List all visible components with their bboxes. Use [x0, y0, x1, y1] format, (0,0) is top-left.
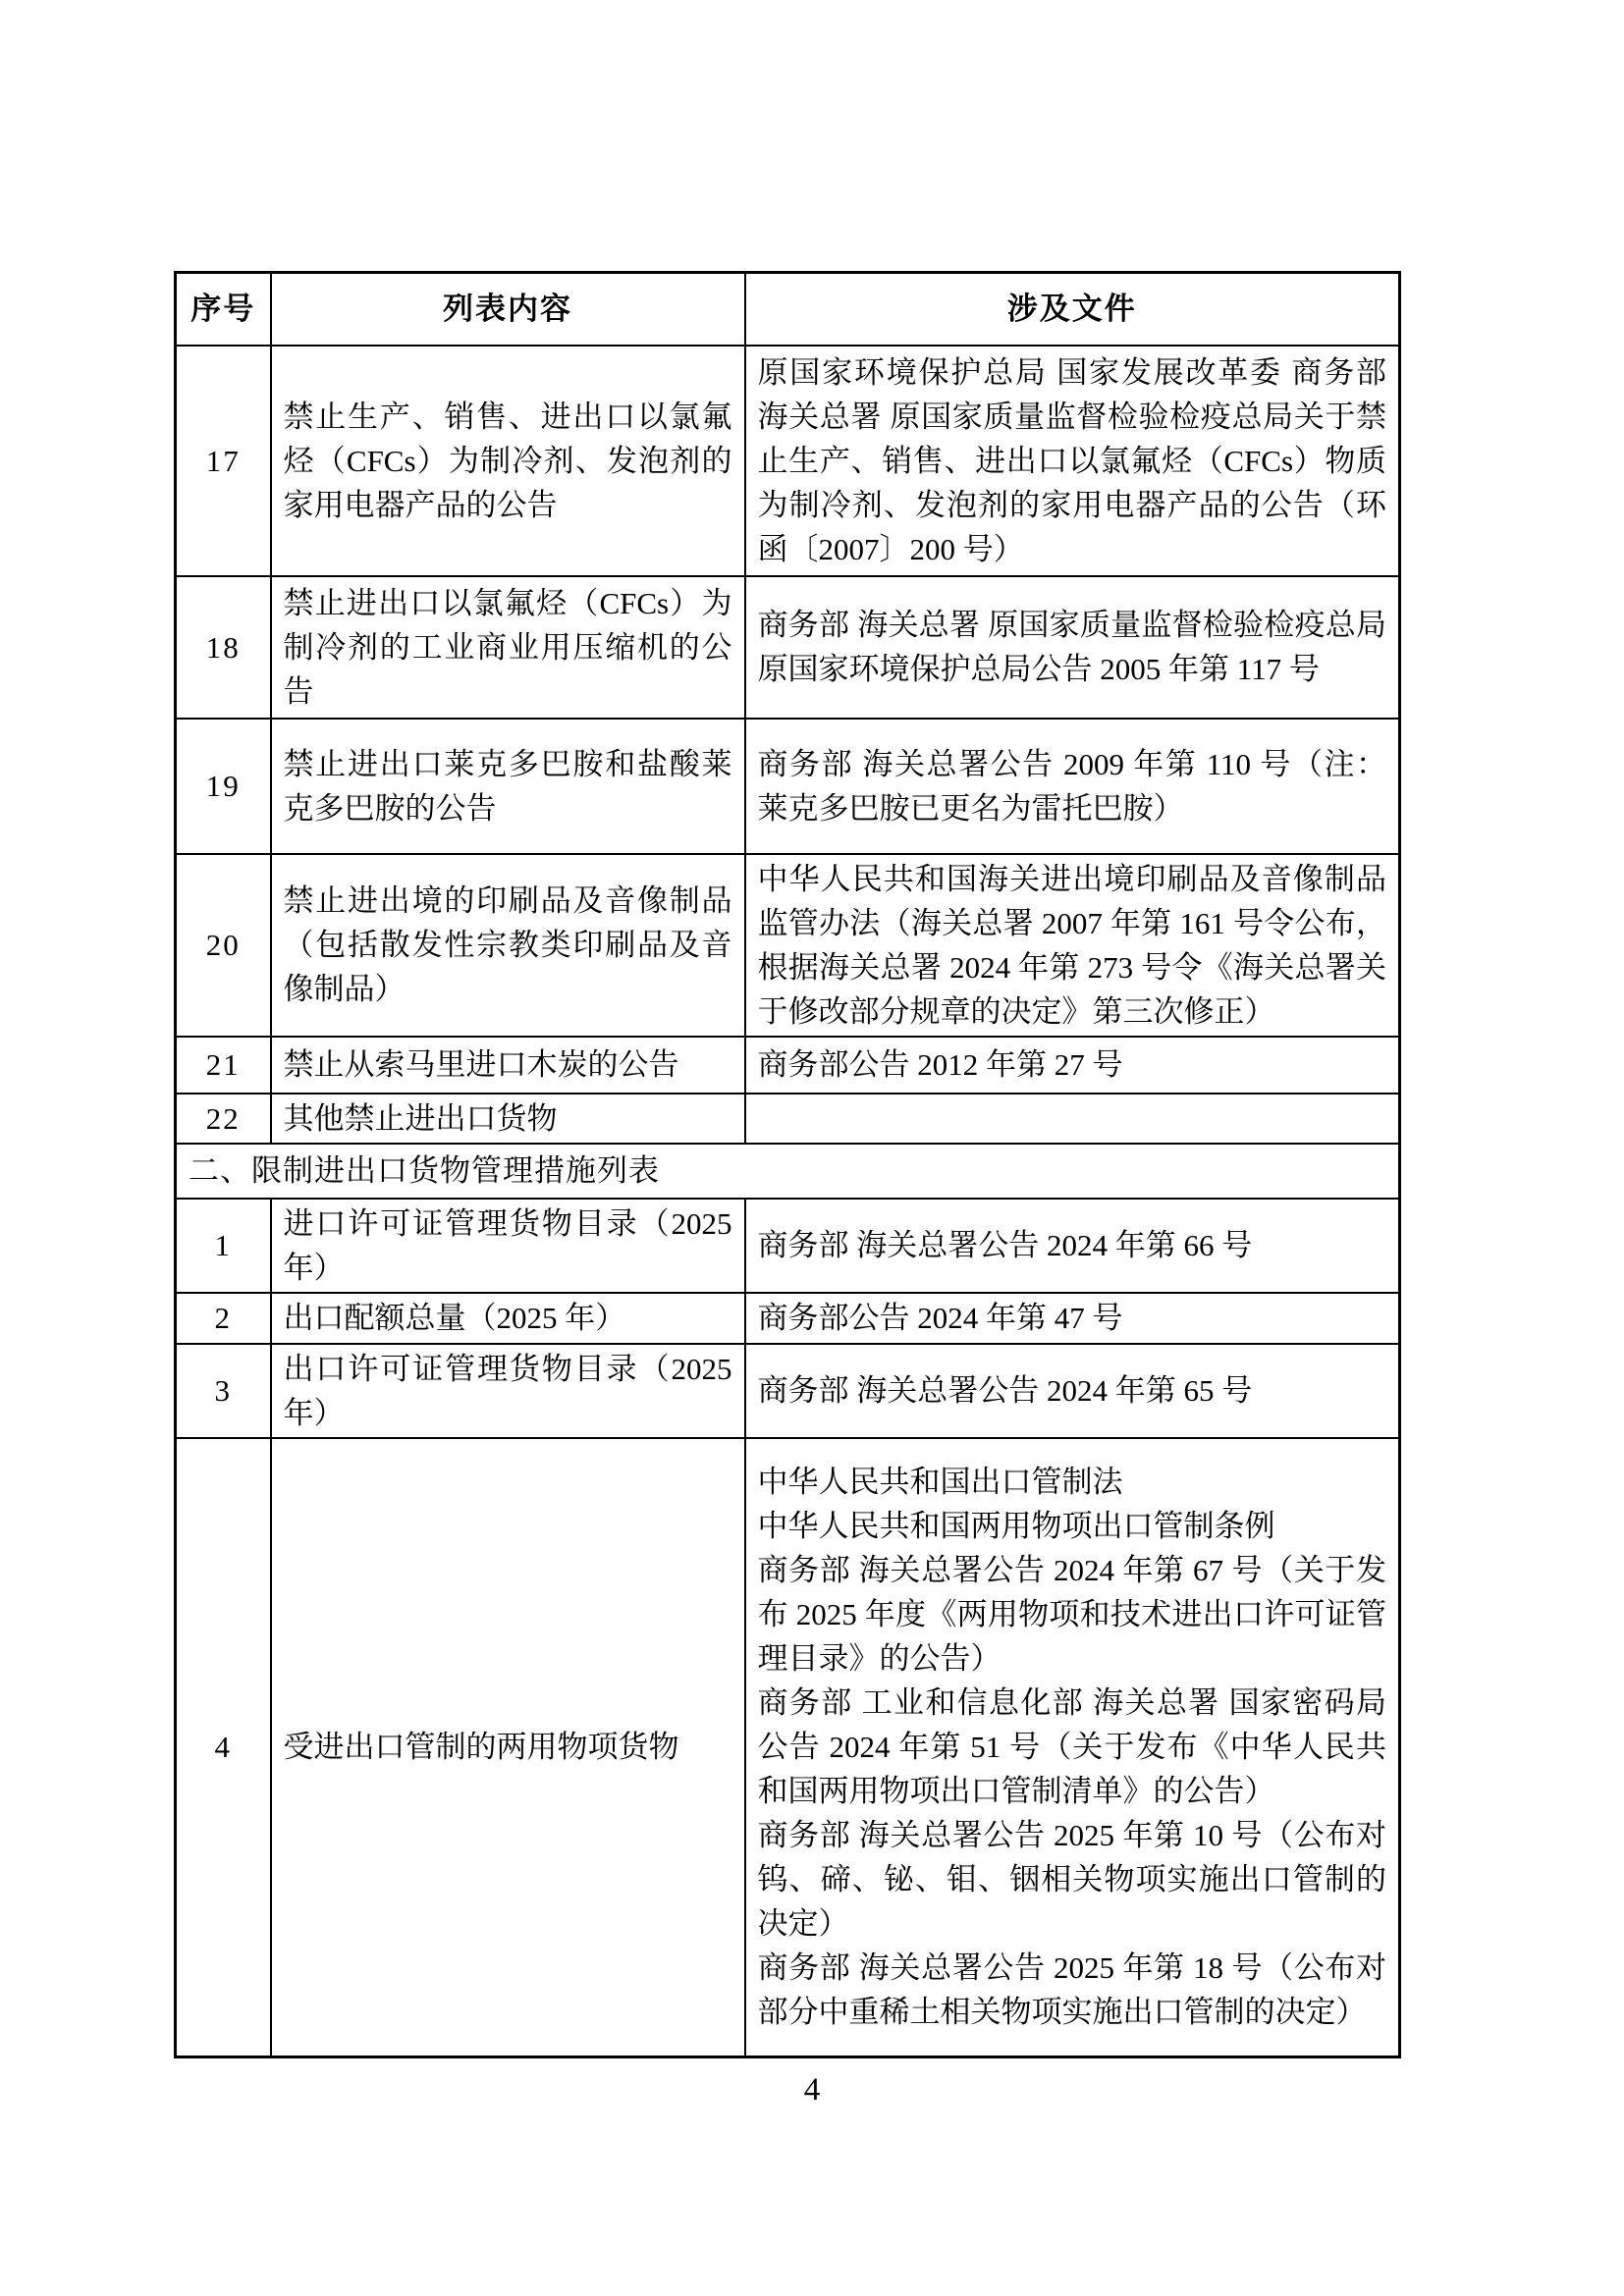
header-cell-number: 序号	[176, 273, 271, 346]
documents-cell: 商务部 海关总署公告 2024 年第 66 号	[745, 1199, 1400, 1293]
row-number-cell: 4	[176, 1438, 271, 2057]
content-cell: 禁止进出口莱克多巴胺和盐酸莱克多巴胺的公告	[271, 719, 745, 854]
table-row-s2-3	[176, 1344, 1400, 1438]
row-number-cell: 17	[176, 346, 271, 576]
document-line: 中华人民共和国两用物项出口管制条例	[757, 1509, 1275, 1544]
content-cell: 其他禁止进出口货物	[271, 1094, 745, 1144]
row-number-cell: 2	[176, 1293, 271, 1344]
table-row-19	[176, 719, 1400, 854]
row-number-cell: 22	[176, 1094, 271, 1144]
table-row-21	[176, 1037, 1400, 1094]
table-row-s2-4	[176, 1438, 1400, 2057]
row-number-cell: 3	[176, 1344, 271, 1438]
regulation-table	[174, 271, 1401, 2058]
documents-cell: 商务部 海关总署 原国家质量监督检验检疫总局 原国家环境保护总局公告 2005 年第 117 号	[745, 576, 1400, 719]
content-cell: 禁止进出境的印刷品及音像制品（包括散发性宗教类印刷品及音像制品）	[271, 854, 745, 1037]
content-cell: 禁止进出口以氯氟烃（CFCs）为制冷剂的工业商业用压缩机的公告	[271, 576, 745, 719]
section2-title-row	[176, 1144, 1400, 1199]
documents-cell: 商务部公告 2012 年第 27 号	[745, 1037, 1400, 1094]
documents-cell: 商务部 海关总署公告 2009 年第 110 号（注：莱克多巴胺已更名为雷托巴胺）	[745, 719, 1400, 854]
header-cell-content: 列表内容	[271, 273, 745, 346]
content-cell: 受进出口管制的两用物项货物	[271, 1438, 745, 2057]
document-line: 中华人民共和国出口管制法	[757, 1465, 1123, 1500]
row-number-cell: 20	[176, 854, 271, 1037]
table-row-22	[176, 1094, 1400, 1144]
documents-cell: 商务部公告 2024 年第 47 号	[745, 1293, 1400, 1344]
page-number: 4	[803, 2072, 821, 2108]
row-number-cell: 19	[176, 719, 271, 854]
table-header-row	[176, 273, 1400, 346]
document-line: 商务部 工业和信息化部 海关总署 国家密码局公告 2024 年第 51 号（关于发布《中华人民共和国两用物项出口管制清单》的公告）	[757, 1685, 1386, 1809]
document-line: 商务部 海关总署公告 2025 年第 18 号（公布对部分中重稀土相关物项实施出口管制的决定）	[757, 1950, 1386, 2030]
row-number-cell: 21	[176, 1037, 271, 1094]
document-line: 商务部 海关总署公告 2025 年第 10 号（公布对钨、碲、铋、钼、铟相关物项实施出口管制的决定）	[757, 1818, 1386, 1942]
section2-title: 二、限制进出口货物管理措施列表	[176, 1144, 1400, 1199]
content-cell: 出口配额总量（2025 年）	[271, 1293, 745, 1344]
documents-cell: 原国家环境保护总局 国家发展改革委 商务部 海关总署 原国家质量监督检验检疫总局关于禁止生产、销售、进出口以氯氟烃（CFCs）物质为制冷剂、发泡剂的家用电器产品的公告（环函〔2007〕200 号）	[745, 346, 1400, 576]
header-cell-documents: 涉及文件	[745, 273, 1400, 346]
content-cell: 进口许可证管理货物目录（2025 年）	[271, 1199, 745, 1293]
documents-cell: 中华人民共和国海关进出境印刷品及音像制品监管办法（海关总署 2007 年第 161 号令公布，根据海关总署 2024 年第 273 号令《海关总署关于修改部分规章的决定》第三次修正）	[745, 854, 1400, 1037]
content-cell: 禁止从索马里进口木炭的公告	[271, 1037, 745, 1094]
table-row-s2-1	[176, 1199, 1400, 1293]
table-row-17	[176, 346, 1400, 576]
content-cell: 出口许可证管理货物目录（2025 年）	[271, 1344, 745, 1438]
documents-cell: 商务部 海关总署公告 2024 年第 65 号	[745, 1344, 1400, 1438]
row-number-cell: 18	[176, 576, 271, 719]
table-row-18	[176, 576, 1400, 719]
document-line: 商务部 海关总署公告 2024 年第 67 号（关于发布 2025 年度《两用物项和技术进出口许可证管理目录》的公告）	[757, 1553, 1386, 1677]
table-row-20	[176, 854, 1400, 1037]
row-number-cell: 1	[176, 1199, 271, 1293]
documents-cell	[745, 1438, 1400, 2057]
documents-cell	[745, 1094, 1400, 1144]
table-row-s2-2	[176, 1293, 1400, 1344]
content-cell: 禁止生产、销售、进出口以氯氟烃（CFCs）为制冷剂、发泡剂的家用电器产品的公告	[271, 346, 745, 576]
